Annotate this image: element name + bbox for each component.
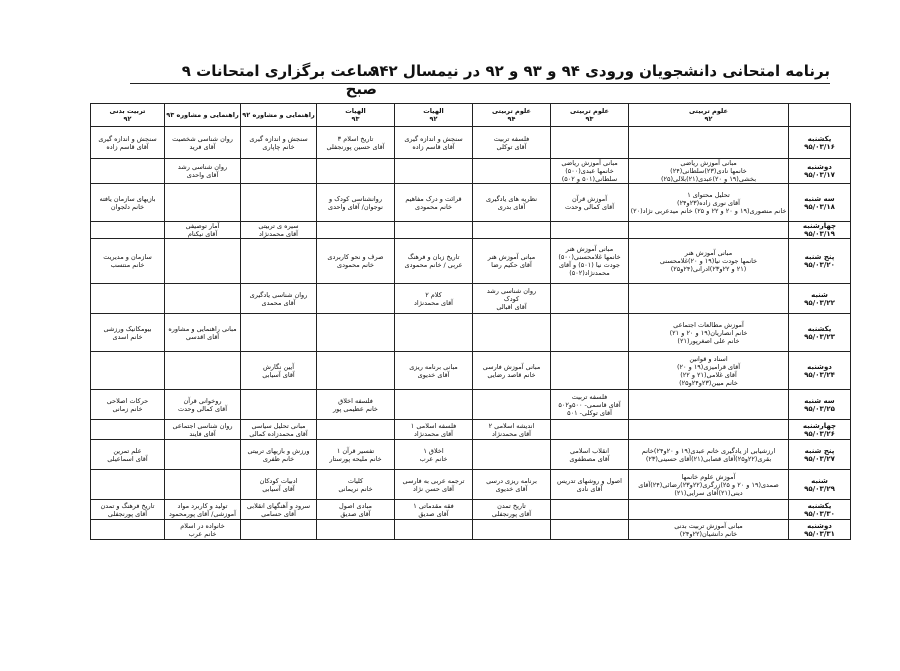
exam-cell: روان شناسی یادگیری آقای محمدی [241, 284, 317, 314]
exam-cell: مبانی تحلیل سیاسی آقای محمدزاده کمالی [241, 420, 317, 440]
exam-cell: برنامه ریزی درسی آقای خدیوی [473, 470, 551, 500]
exam-cell [473, 222, 551, 239]
exam-cell: آمار توصیفی آقای نیکنام [165, 222, 241, 239]
table-row [91, 314, 851, 352]
exam-cell: صرف و نحو کاربردی خانم محمودی [317, 239, 395, 284]
exam-cell [91, 470, 165, 500]
column-header: علوم تربیتی ۹۳ [551, 104, 629, 127]
column-header: علوم تربیتی ۹۲ [629, 104, 789, 127]
exam-cell [551, 222, 629, 239]
table-row [91, 159, 851, 184]
exam-cell [629, 500, 789, 520]
exam-cell: آیین نگارش آقای آسیابی [241, 352, 317, 390]
day-date-cell: شنبه ۹۵/۰۳/۲۹ [789, 470, 851, 500]
exam-cell: مبانی آموزش هنر آقای حکیم رضا [473, 239, 551, 284]
exam-cell: تاریخ فرهنگ و تمدن آقای پورنجفلی [91, 500, 165, 520]
exam-cell: قرائت و درک مفاهیم خانم محمودی [395, 184, 473, 222]
exam-cell: کلام ۲ آقای محمدنژاد [395, 284, 473, 314]
schedule-title: برنامه امتحانی دانشجویان ورودی ۹۴ و ۹۳ و ۹۲ در نیمسال ۹۴۲ [370, 62, 830, 80]
day-date-cell: چهارشنبه ۹۵/۰۳/۲۶ [789, 420, 851, 440]
exam-cell [91, 352, 165, 390]
day-date-cell: دوشنبه ۹۵/۰۳/۲۴ [789, 352, 851, 390]
day-date-cell: دوشنبه ۹۵/۰۳/۱۷ [789, 159, 851, 184]
exam-cell [395, 520, 473, 540]
exam-cell: علم تمرین آقای اسماعیلی [91, 440, 165, 470]
day-date-cell: یکشنبه ۹۵/۰۳/۲۳ [789, 314, 851, 352]
exam-schedule-table [90, 103, 851, 540]
exam-cell: تفسیر قرآن ۱ خانم ملیحه پورستار [317, 440, 395, 470]
exam-cell: بازیهای سازمان یافته خانم دلجوان [91, 184, 165, 222]
exam-cell [165, 239, 241, 284]
column-header: الهیات ۹۲ [395, 104, 473, 127]
day-date-cell: سه شنبه ۹۵/۰۳/۲۵ [789, 390, 851, 420]
exam-cell: مبانی راهنمایی و مشاوره آقای اقدسی [165, 314, 241, 352]
exam-cell [473, 520, 551, 540]
exam-cell: مبانی آموزش ریاضی خانمها عبدی(۵۰۰) سلطانی(۵۰۱ و ۵۰۲) [551, 159, 629, 184]
column-header: تربیت بدنی ۹۲ [91, 104, 165, 127]
exam-cell [473, 390, 551, 420]
exam-cell [317, 222, 395, 239]
exam-cell: تحلیل محتوای ۱ آقای نوری زاده(۲۳و۲۴) خانم منصوری(۱۹ و ۲۰ و ۲۲ و ۲۵) خانم میدعربی نژاد(۲۰) [629, 184, 789, 222]
exam-cell: حرکات اصلاحی خانم زمانی [91, 390, 165, 420]
exam-cell [165, 284, 241, 314]
column-header: راهنمایی و مشاوره ۹۲ [241, 104, 317, 127]
table-row [91, 352, 851, 390]
exam-cell: تاریخ زبان و فرهنگ عربی / خانم محمودی [395, 239, 473, 284]
exam-cell: مبانی آموزش فارسی خانم قاصد رضایی [473, 352, 551, 390]
column-header-day [789, 104, 851, 127]
exam-cell [551, 127, 629, 159]
exam-cell: روانشناسی کودک و نوجوان/ آقای واحدی [317, 184, 395, 222]
exam-cell [317, 352, 395, 390]
table-row [91, 470, 851, 500]
exam-cell [91, 222, 165, 239]
exam-cell: ورزش و بازیهای تربیتی خانم ظفری [241, 440, 317, 470]
exam-cell: خانواده در اسلام خانم عرب [165, 520, 241, 540]
exam-cell: فلسفه اسلامی ۱ آقای محمدنژاد [395, 420, 473, 440]
exam-cell: آموزش علوم خانمها صمدی(۱۹ و ۲۰ و ۲۵)زرگری(۲۲و۲۳)رضائی(۲۴)آقای دینی(۲۱)آقای سرایی(۲۱) [629, 470, 789, 500]
exam-cell: کلیات خانم نریمانی [317, 470, 395, 500]
exam-cell [473, 314, 551, 352]
day-date-cell: پنج شنبه ۹۵/۰۳/۲۷ [789, 440, 851, 470]
exam-cell: فلسفه تربیت آقای توکلی [473, 127, 551, 159]
exam-cell [551, 420, 629, 440]
exam-cell: مبادی اصول آقای صدیق [317, 500, 395, 520]
table-row [91, 500, 851, 520]
exam-cell: ترجمه عربی به فارسی آقای حسن نژاد [395, 470, 473, 500]
exam-cell [395, 159, 473, 184]
table-row [91, 239, 851, 284]
exam-cell: مبانی برنامه ریزی آقای خدیوی [395, 352, 473, 390]
exam-cell [629, 420, 789, 440]
exam-cell [395, 222, 473, 239]
exam-cell [241, 314, 317, 352]
column-header: راهنمایی و مشاوره ۹۳ [165, 104, 241, 127]
exam-cell [91, 284, 165, 314]
table-row [91, 420, 851, 440]
exam-cell [165, 440, 241, 470]
exam-cell: تاریخ تمدن آقای پورنجفلی [473, 500, 551, 520]
exam-cell: آموزش مطالعات اجتماعی خانم انصاریان(۱۹ و ۲۰ و ۲۱) خانم علی اصغرپور(۲۱) [629, 314, 789, 352]
exam-cell [165, 184, 241, 222]
exam-cell: سنجش و اندازه گیری آقای قاسم زاده [91, 127, 165, 159]
exam-cell: سازمان و مدیریت خانم منتسب [91, 239, 165, 284]
exam-cell [241, 184, 317, 222]
exam-cell [317, 159, 395, 184]
exam-cell: ارزشیابی از یادگیری خانم عبدی(۱۹ و ۲۰و۲۴)خانم بقری(۲۲و۲۵)آقای قصابی(۲۱)آقای حسینی(۲۳) [629, 440, 789, 470]
exam-cell [317, 314, 395, 352]
exam-cell [91, 520, 165, 540]
exam-cell [551, 500, 629, 520]
day-date-cell: سه شنبه ۹۵/۰۳/۱۸ [789, 184, 851, 222]
exam-cell: روان شناسی رشد کودک آقای اقبالی [473, 284, 551, 314]
exam-cell [551, 314, 629, 352]
exam-cell: ادبیات کودکان آقای آسیابی [241, 470, 317, 500]
exam-cell [473, 159, 551, 184]
exam-cell: اندیشه اسلامی ۲ آقای محمدنژاد [473, 420, 551, 440]
exam-cell: فلسفه اخلاق خانم عظیمی پور [317, 390, 395, 420]
exam-cell: بیومکانیک ورزشی خانم اسدی [91, 314, 165, 352]
day-date-cell: پنج شنبه ۹۵/۰۳/۲۰ [789, 239, 851, 284]
exam-cell: تولید و کاربرد مواد آموزشی/ آقای پورمحمود [165, 500, 241, 520]
table-row [91, 390, 851, 420]
exam-cell: سرود و آهنگهای انقلابی آقای حسامی [241, 500, 317, 520]
column-header: علوم تربیتی ۹۴ [473, 104, 551, 127]
exam-cell: سیره ی تربیتی آقای محمدنژاد [241, 222, 317, 239]
exam-cell: مبانی آموزش هنر خانمها جودت نیا(۱۹ و ۲۰)غلامحسنی (۲۱ و ۲۲و۲۳)ادرانی(۲۴و۲۵) [629, 239, 789, 284]
exam-cell: روان شناسی رشد آقای واحدی [165, 159, 241, 184]
table-row [91, 520, 851, 540]
table-row [91, 222, 851, 239]
exam-cell [629, 284, 789, 314]
exam-cell [395, 390, 473, 420]
day-date-cell: چهارشنبه ۹۵/۰۳/۱۹ [789, 222, 851, 239]
exam-cell [473, 440, 551, 470]
exam-cell [91, 159, 165, 184]
exam-cell [241, 159, 317, 184]
exam-cell [241, 390, 317, 420]
exam-cell: آموزش قرآن آقای کمالی وحدت [551, 184, 629, 222]
exam-cell: سنجش و اندازه گیری خانم چاپاری [241, 127, 317, 159]
exam-cell: مبانی آموزش ریاضی خانمها نادی(۲۳)سلطانی(۲۴) بخشی(۱۹ و ۲۰)عبدی(۲۱)بلالی(۲۵) [629, 159, 789, 184]
exam-cell [241, 239, 317, 284]
exam-cell [165, 352, 241, 390]
exam-cell: اصول و روشهای تدریس آقای نادی [551, 470, 629, 500]
exam-cell [629, 390, 789, 420]
exam-cell [629, 127, 789, 159]
exam-cell [317, 284, 395, 314]
exam-cell: مبانی آموزش تربیت بدنی خانم دانشیان(۲۲و۲۴) [629, 520, 789, 540]
exam-cell: سنجش و اندازه گیری آقای قاسم زاده [395, 127, 473, 159]
exam-cell: روان شناسی اجتماعی آقای فایند [165, 420, 241, 440]
exam-cell: تاریخ اسلام ۳ آقای حسین پورنجفلی [317, 127, 395, 159]
exam-cell: فقه مقدماتی ۱ آقای صدیق [395, 500, 473, 520]
exam-cell [551, 352, 629, 390]
exam-cell [317, 520, 395, 540]
exam-cell: روخوانی قرآن آقای کمالی وحدت [165, 390, 241, 420]
exam-cell: انقلاب اسلامی آقای مصطفوی [551, 440, 629, 470]
exam-cell [395, 314, 473, 352]
exam-cell [91, 420, 165, 440]
column-header: الهیات ۹۳ [317, 104, 395, 127]
table-row [91, 184, 851, 222]
table-row [91, 284, 851, 314]
exam-cell: اسناد و قوانین آقای قرامیزی(۱۹ و ۲۰) آقای غلامی(۲۱ و ۲۲) خانم میبن(۲۳و۲۴و۲۵) [629, 352, 789, 390]
exam-cell: فلسفه تربیت آقای قاسمی- ۵۰۰و۵۰۲ آقای توکلی- ۵۰۱ [551, 390, 629, 420]
exam-cell [241, 520, 317, 540]
day-date-cell: دوشنبه ۹۵/۰۳/۳۱ [789, 520, 851, 540]
header-row [91, 104, 851, 127]
exam-cell: روان شناسی شخصیت آقای فرید [165, 127, 241, 159]
exam-cell [551, 284, 629, 314]
exam-cell [551, 520, 629, 540]
table-row [91, 127, 851, 159]
day-date-cell: شنبه ۹۵/۰۳/۲۲ [789, 284, 851, 314]
exam-time-title: ساعت برگزاری امتحانات ۹ صبح [181, 62, 377, 98]
title-underline [130, 83, 830, 84]
day-date-cell: یکشنبه ۹۵/۰۳/۱۶ [789, 127, 851, 159]
table-row [91, 440, 851, 470]
day-date-cell: یکشنبه ۹۵/۰۳/۳۰ [789, 500, 851, 520]
exam-cell: اخلاق ۱ خانم عرب [395, 440, 473, 470]
exam-cell: مبانی آموزش هنر خانمها غلامحسنی(۵۰۰) جودت نیا (۵۰۱) و آقای محمدنژاد(۵۰۲) [551, 239, 629, 284]
exam-cell [317, 420, 395, 440]
exam-cell: نظریه های یادگیری آقای بدری [473, 184, 551, 222]
exam-cell [165, 470, 241, 500]
exam-cell [629, 222, 789, 239]
